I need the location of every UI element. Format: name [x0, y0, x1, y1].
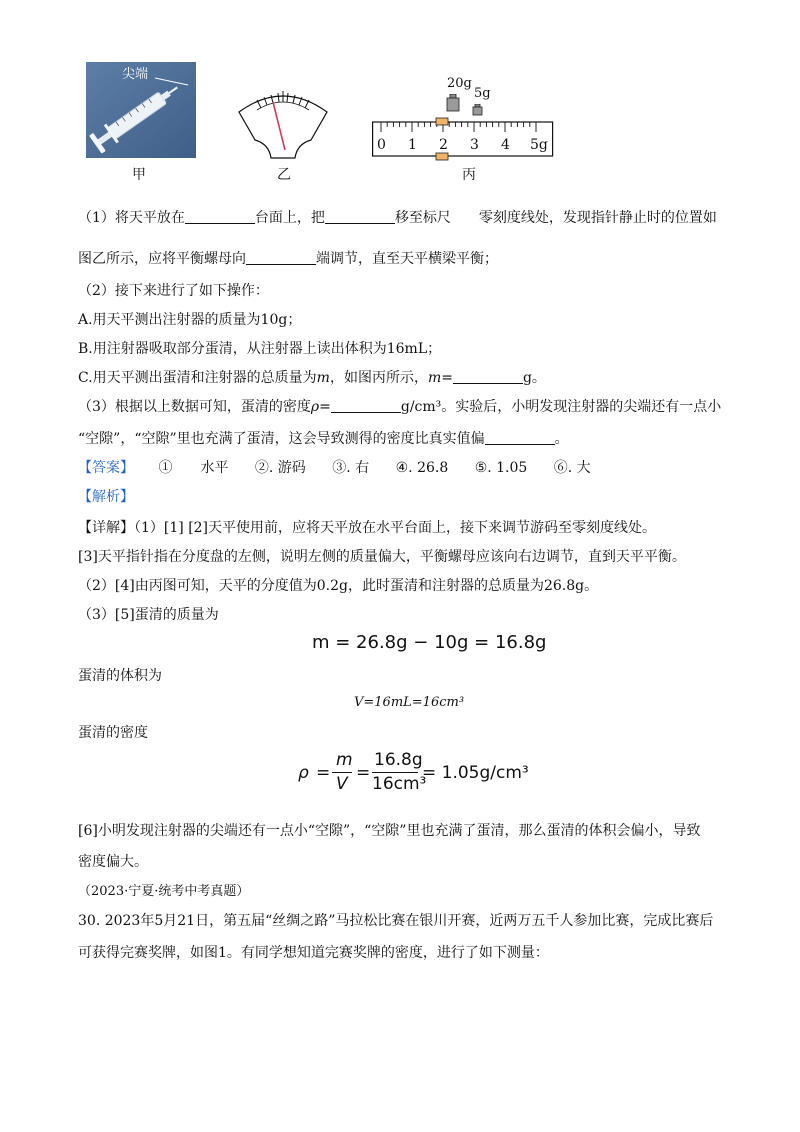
question-2-step-c: C.用天平测出蛋清和注射器的总质量为m，如图丙所示，m= g。	[78, 370, 546, 386]
answer-blank-1[interactable]	[185, 209, 255, 224]
equation-volume: V=16mL=16cm³	[354, 695, 465, 710]
detail-line-8: 密度偏大。	[78, 854, 148, 870]
question-30-line-1: 30. 2023年5月21日，第五届“丝绸之路”马拉松比赛在银川开赛，近两万五千人参加比赛，完成比赛后	[78, 913, 714, 929]
detail-label: 【详解】	[78, 520, 134, 536]
answer-item-1: ① 水平	[158, 460, 229, 476]
analysis-label: 【解析】	[78, 489, 134, 505]
balance-rider-scale	[372, 117, 554, 161]
equation-density: ρ = m V = 16.8g 16cm³ = 1.05g/cm³	[298, 750, 529, 794]
answer-label: 【答案】	[78, 460, 134, 476]
scale-tick-0: 0	[377, 137, 386, 153]
question-2-step-a: A.用天平测出注射器的质量为10g；	[78, 312, 302, 328]
question-1-line-2: 图乙所示，应将平衡螺母向 端调节，直至天平横梁平衡；	[78, 251, 498, 267]
scale-tick-3: 3	[470, 137, 479, 153]
detail-line-1: 【详解】（1）[1] [2]天平使用前，应将天平放在水平台面上，接下来调节游码至零刻度线处。	[78, 520, 657, 536]
question-3-line-2: “空隙”，“空隙”里也充满了蛋清，这会导致测得的密度比真实值偏 。	[78, 431, 569, 447]
answer-blank-4[interactable]	[453, 369, 523, 384]
answer-blank-3[interactable]	[246, 250, 316, 265]
answer-item-3: ③. 右	[332, 460, 370, 476]
answer-item-4: ④. 26.8	[395, 460, 449, 476]
detail-line-6: 蛋清的密度	[78, 725, 148, 741]
detail-line-7: [6]小明发现注射器的尖端还有一点小“空隙”，“空隙”里也充满了蛋清，那么蛋清的体积会偏小，导致	[78, 823, 701, 839]
equation-mass: m = 26.8g − 10g = 16.8g	[312, 632, 547, 653]
answer-item-6: ⑥. 大	[553, 460, 591, 476]
detail-line-4: （3）[5]蛋清的质量为	[78, 607, 219, 623]
weight-20g-icon	[446, 94, 460, 116]
answer-blank-2[interactable]	[325, 209, 395, 224]
question-2-intro: （2）接下来进行了如下操作：	[78, 283, 269, 299]
question-1-line-1: （1）将天平放在 台面上，把 移至标尺 零刻度线处，发现指针静止时的位置如	[78, 210, 717, 226]
answer-blank-5[interactable]	[331, 398, 401, 413]
question-2-step-b: B.用注射器吸取部分蛋清，从注射器上读出体积为16mL；	[78, 341, 442, 357]
figure-caption-bing: 丙	[462, 167, 476, 183]
fraction-bar-1	[332, 772, 352, 773]
figure-caption-jia: 甲	[132, 167, 146, 183]
answer-blank-6[interactable]	[485, 430, 555, 445]
scale-tick-2: 2	[439, 137, 448, 153]
answer-item-2: ②. 游码	[254, 460, 306, 476]
answer-item-5: ⑤. 1.05	[474, 460, 528, 476]
scale-tick-5g: 5g	[530, 137, 548, 153]
scale-tick-4: 4	[501, 137, 510, 153]
balance-dial-figure	[235, 88, 331, 160]
syringe-tip-label: 尖端	[122, 67, 149, 82]
fraction-bar-2	[372, 772, 418, 773]
syringe-tip-leader-line	[154, 72, 190, 91]
weight-20g-label: 20g	[447, 76, 472, 91]
detail-line-3: （2）[4]由丙图可知，天平的分度值为0.2g，此时蛋清和注射器的总质量为26.8g。	[78, 578, 599, 594]
figure-caption-yi: 乙	[277, 167, 291, 183]
detail-line-2: [3]天平指针指在分度盘的左侧，说明左侧的质量偏大，平衡螺母应该向右边调节，直到天平平衡。	[78, 549, 686, 565]
source-tag: （2023·宁夏·统考中考真题）	[78, 884, 250, 899]
answer-row	[78, 459, 613, 477]
question-30-line-2: 可获得完赛奖牌，如图1。有同学想知道完赛奖牌的密度，进行了如下测量：	[78, 945, 549, 961]
scale-tick-1: 1	[408, 137, 417, 153]
detail-line-5: 蛋清的体积为	[78, 668, 162, 684]
question-3-line-1: （3）根据以上数据可知，蛋清的密度ρ= g/cm³。实验后，小明发现注射器的尖端还有一点小	[78, 399, 722, 415]
weight-5g-label: 5g	[474, 86, 491, 101]
